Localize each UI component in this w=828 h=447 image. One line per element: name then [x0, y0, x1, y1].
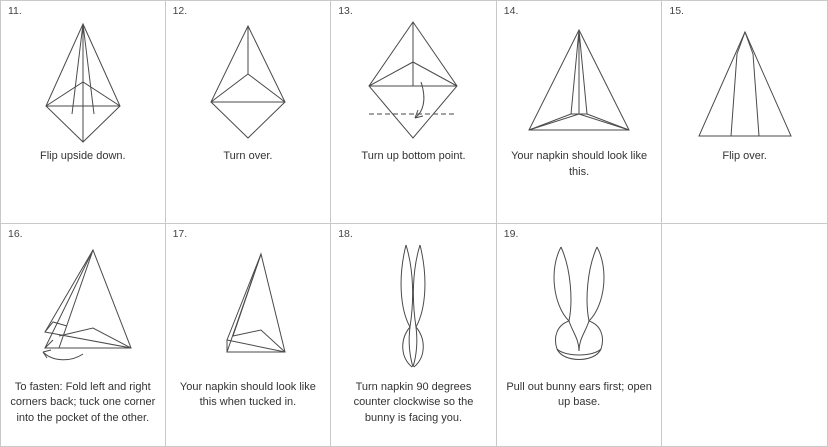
step-caption: Turn napkin 90 degrees counter clockwise so the bunny is facing you.	[353, 380, 474, 425]
step-number: 14.	[503, 5, 519, 17]
step-cell-13	[331, 0, 497, 224]
step-figure-11	[1, 15, 165, 143]
step-caption: To fasten: Fold left and right corners back; tuck one corner into the pocket of the other.	[10, 380, 156, 425]
step-number: 18.	[338, 227, 353, 240]
step-number: 16.	[8, 227, 23, 240]
step-cell-11	[0, 0, 166, 224]
step-cell-19	[497, 224, 663, 447]
step-cell-12	[166, 0, 332, 224]
step-figure-16	[1, 240, 165, 370]
step-figure-12	[166, 15, 331, 143]
step-figure-13	[331, 15, 496, 143]
step-caption: Flip upside down.	[39, 150, 126, 162]
step-figure-14	[497, 15, 662, 143]
step-cell-14	[497, 0, 663, 224]
step-figure-19	[497, 240, 662, 370]
step-caption: Turn over.	[223, 150, 273, 162]
step-cell-empty	[662, 224, 828, 447]
step-number: 12.	[172, 5, 188, 17]
step-figure-17	[166, 240, 331, 370]
step-figure-15	[662, 15, 827, 143]
step-caption: Turn up bottom point.	[361, 150, 466, 162]
step-cell-15	[662, 0, 828, 224]
step-number: 11.	[8, 5, 22, 17]
step-cell-16	[0, 224, 166, 447]
step-caption: Your napkin should look like this.	[511, 150, 648, 178]
step-number: 17.	[172, 227, 188, 240]
step-cell-17	[166, 224, 332, 447]
step-cell-18	[331, 224, 497, 447]
step-number: 19.	[503, 227, 519, 240]
step-caption: Your napkin should look like this when tucked in.	[179, 380, 316, 409]
step-caption: Flip over.	[722, 150, 767, 162]
step-number: 15.	[669, 5, 684, 17]
step-number: 13.	[338, 5, 353, 17]
step-caption: Pull out bunny ears first; open up base.	[506, 380, 652, 409]
instruction-row-2	[0, 224, 828, 447]
step-figure-18	[331, 240, 496, 370]
